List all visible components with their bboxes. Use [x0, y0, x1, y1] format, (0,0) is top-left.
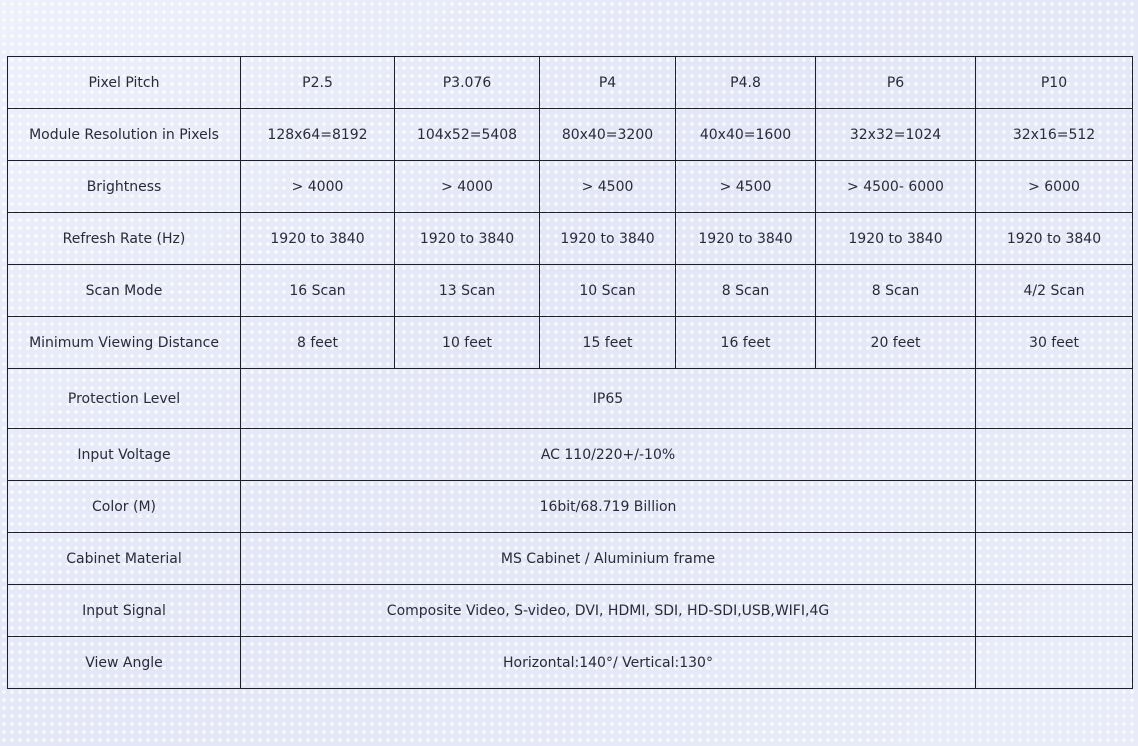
table-row-merged: [8, 533, 1133, 585]
table-cell: > 4000: [241, 161, 395, 213]
merged-cell: Composite Video, S-video, DVI, HDMI, SDI, HD-SDI,USB,WIFI,4G: [241, 585, 976, 637]
empty-cell: [976, 637, 1133, 689]
row-label: Protection Level: [8, 369, 241, 429]
header-cell: P3.076: [395, 57, 540, 109]
header-cell: P6: [816, 57, 976, 109]
table-cell: 104x52=5408: [395, 109, 540, 161]
table-cell: 30 feet: [976, 317, 1133, 369]
header-cell: P4: [540, 57, 676, 109]
table-cell: 13 Scan: [395, 265, 540, 317]
row-label: Refresh Rate (Hz): [8, 213, 241, 265]
table-row: [8, 109, 1133, 161]
merged-cell: MS Cabinet / Aluminium frame: [241, 533, 976, 585]
merged-cell: Horizontal:140°/ Vertical:130°: [241, 637, 976, 689]
table-cell: 1920 to 3840: [676, 213, 816, 265]
table-cell: 1920 to 3840: [540, 213, 676, 265]
empty-cell: [976, 429, 1133, 481]
row-label: Color (M): [8, 481, 241, 533]
row-label: Scan Mode: [8, 265, 241, 317]
table-row: [8, 265, 1133, 317]
table-cell: 80x40=3200: [540, 109, 676, 161]
table-cell: 10 Scan: [540, 265, 676, 317]
merged-cell: 16bit/68.719 Billion: [241, 481, 976, 533]
empty-cell: [976, 533, 1133, 585]
row-label: View Angle: [8, 637, 241, 689]
table-row-merged: [8, 585, 1133, 637]
table-cell: 4/2 Scan: [976, 265, 1133, 317]
table-cell: 32x32=1024: [816, 109, 976, 161]
table-row: [8, 317, 1133, 369]
table-cell: 8 feet: [241, 317, 395, 369]
table-cell: 16 Scan: [241, 265, 395, 317]
table-header-row: [8, 57, 1133, 109]
empty-cell: [976, 369, 1133, 429]
header-label: Pixel Pitch: [8, 57, 241, 109]
table-cell: > 4500: [540, 161, 676, 213]
table-cell: 16 feet: [676, 317, 816, 369]
row-label: Cabinet Material: [8, 533, 241, 585]
table-cell: > 6000: [976, 161, 1133, 213]
table-row-merged: [8, 481, 1133, 533]
header-cell: P4.8: [676, 57, 816, 109]
table-cell: 1920 to 3840: [976, 213, 1133, 265]
table-cell: 1920 to 3840: [395, 213, 540, 265]
table-cell: 1920 to 3840: [241, 213, 395, 265]
table-cell: 1920 to 3840: [816, 213, 976, 265]
merged-cell: AC 110/220+/-10%: [241, 429, 976, 481]
row-label: Module Resolution in Pixels: [8, 109, 241, 161]
table-cell: > 4000: [395, 161, 540, 213]
table-cell: 20 feet: [816, 317, 976, 369]
row-label: Brightness: [8, 161, 241, 213]
header-cell: P10: [976, 57, 1133, 109]
table-cell: 8 Scan: [676, 265, 816, 317]
empty-cell: [976, 481, 1133, 533]
table-row-merged: [8, 637, 1133, 689]
table-cell: 8 Scan: [816, 265, 976, 317]
row-label: Minimum Viewing Distance: [8, 317, 241, 369]
table-cell: 32x16=512: [976, 109, 1133, 161]
table-cell: > 4500- 6000: [816, 161, 976, 213]
row-label: Input Voltage: [8, 429, 241, 481]
table-row: [8, 161, 1133, 213]
table-cell: 15 feet: [540, 317, 676, 369]
table-cell: > 4500: [676, 161, 816, 213]
table-cell: 10 feet: [395, 317, 540, 369]
merged-cell: IP65: [241, 369, 976, 429]
table-row-merged: [8, 369, 1133, 429]
table-cell: 128x64=8192: [241, 109, 395, 161]
empty-cell: [976, 585, 1133, 637]
table-row-merged: [8, 429, 1133, 481]
table-row: [8, 213, 1133, 265]
table-cell: 40x40=1600: [676, 109, 816, 161]
header-cell: P2.5: [241, 57, 395, 109]
specification-table: [7, 56, 1133, 689]
row-label: Input Signal: [8, 585, 241, 637]
